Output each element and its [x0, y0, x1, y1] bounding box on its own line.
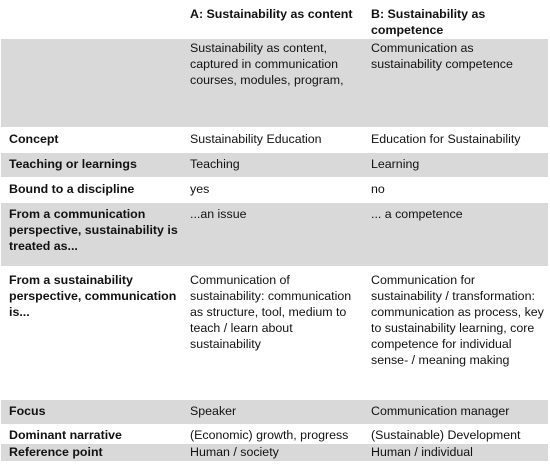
row-cell-b: Human / individual: [363, 444, 548, 462]
row-cell-a: Communication of sustainability: communication as structure, tool, medium to teach / learn about sustainability: [190, 273, 352, 351]
table-row: [1, 128, 548, 153]
row-label: Bound to a discipline: [9, 182, 135, 196]
row-label: Dominant narrative: [9, 428, 122, 442]
row-cell-a: Sustainability as content, captured in communication courses, modules, program,: [182, 39, 363, 128]
table-row: [1, 153, 548, 178]
row-label: Focus: [1, 400, 182, 425]
row-cell-b: Communication manager: [363, 400, 548, 425]
row-cell-b: ... a competence: [363, 203, 548, 267]
table-row: [1, 425, 548, 444]
row-cell-a: (Economic) growth, progress: [190, 428, 349, 442]
row-label: From a communication perspective, sustainability is treated as...: [1, 203, 182, 267]
row-label: [1, 39, 182, 128]
row-cell-a: ...an issue: [182, 203, 363, 267]
row-cell-b: Learning: [363, 153, 548, 178]
header-row: [1, 0, 548, 39]
table-row: [1, 178, 548, 203]
comparison-table: [1, 0, 548, 462]
header-blank-cell: [1, 0, 182, 39]
row-label: Teaching or learnings: [1, 153, 182, 178]
row-label: From a sustainability perspective, communication is...: [9, 273, 177, 319]
row-cell-a: Teaching: [182, 153, 363, 178]
table-row: [1, 39, 548, 128]
header-col-a: A: Sustainability as content: [190, 7, 353, 21]
row-cell-b: no: [371, 182, 385, 196]
row-cell-a: Human / society: [182, 444, 363, 462]
table-row: [1, 400, 548, 425]
row-label: Concept: [9, 132, 59, 146]
row-cell-a: Speaker: [182, 400, 363, 425]
row-cell-a: Sustainability Education: [190, 132, 322, 146]
row-label: Reference point: [1, 444, 182, 462]
row-cell-b: Education for Sustainability: [371, 132, 521, 146]
header-col-b: B: Sustainability as competence: [371, 7, 486, 37]
row-cell-b: Communication as sustainability competence: [363, 39, 548, 128]
row-cell-b: (Sustainable) Development: [371, 428, 521, 442]
table-row: [1, 267, 548, 400]
row-cell-b: Communication for sustainability / transformation: communication as process, key to sustainability learning, core competence for individual sense- / meaning making: [371, 273, 544, 367]
table-row: [1, 444, 548, 462]
table-row: [1, 203, 548, 267]
row-cell-a: yes: [190, 182, 210, 196]
